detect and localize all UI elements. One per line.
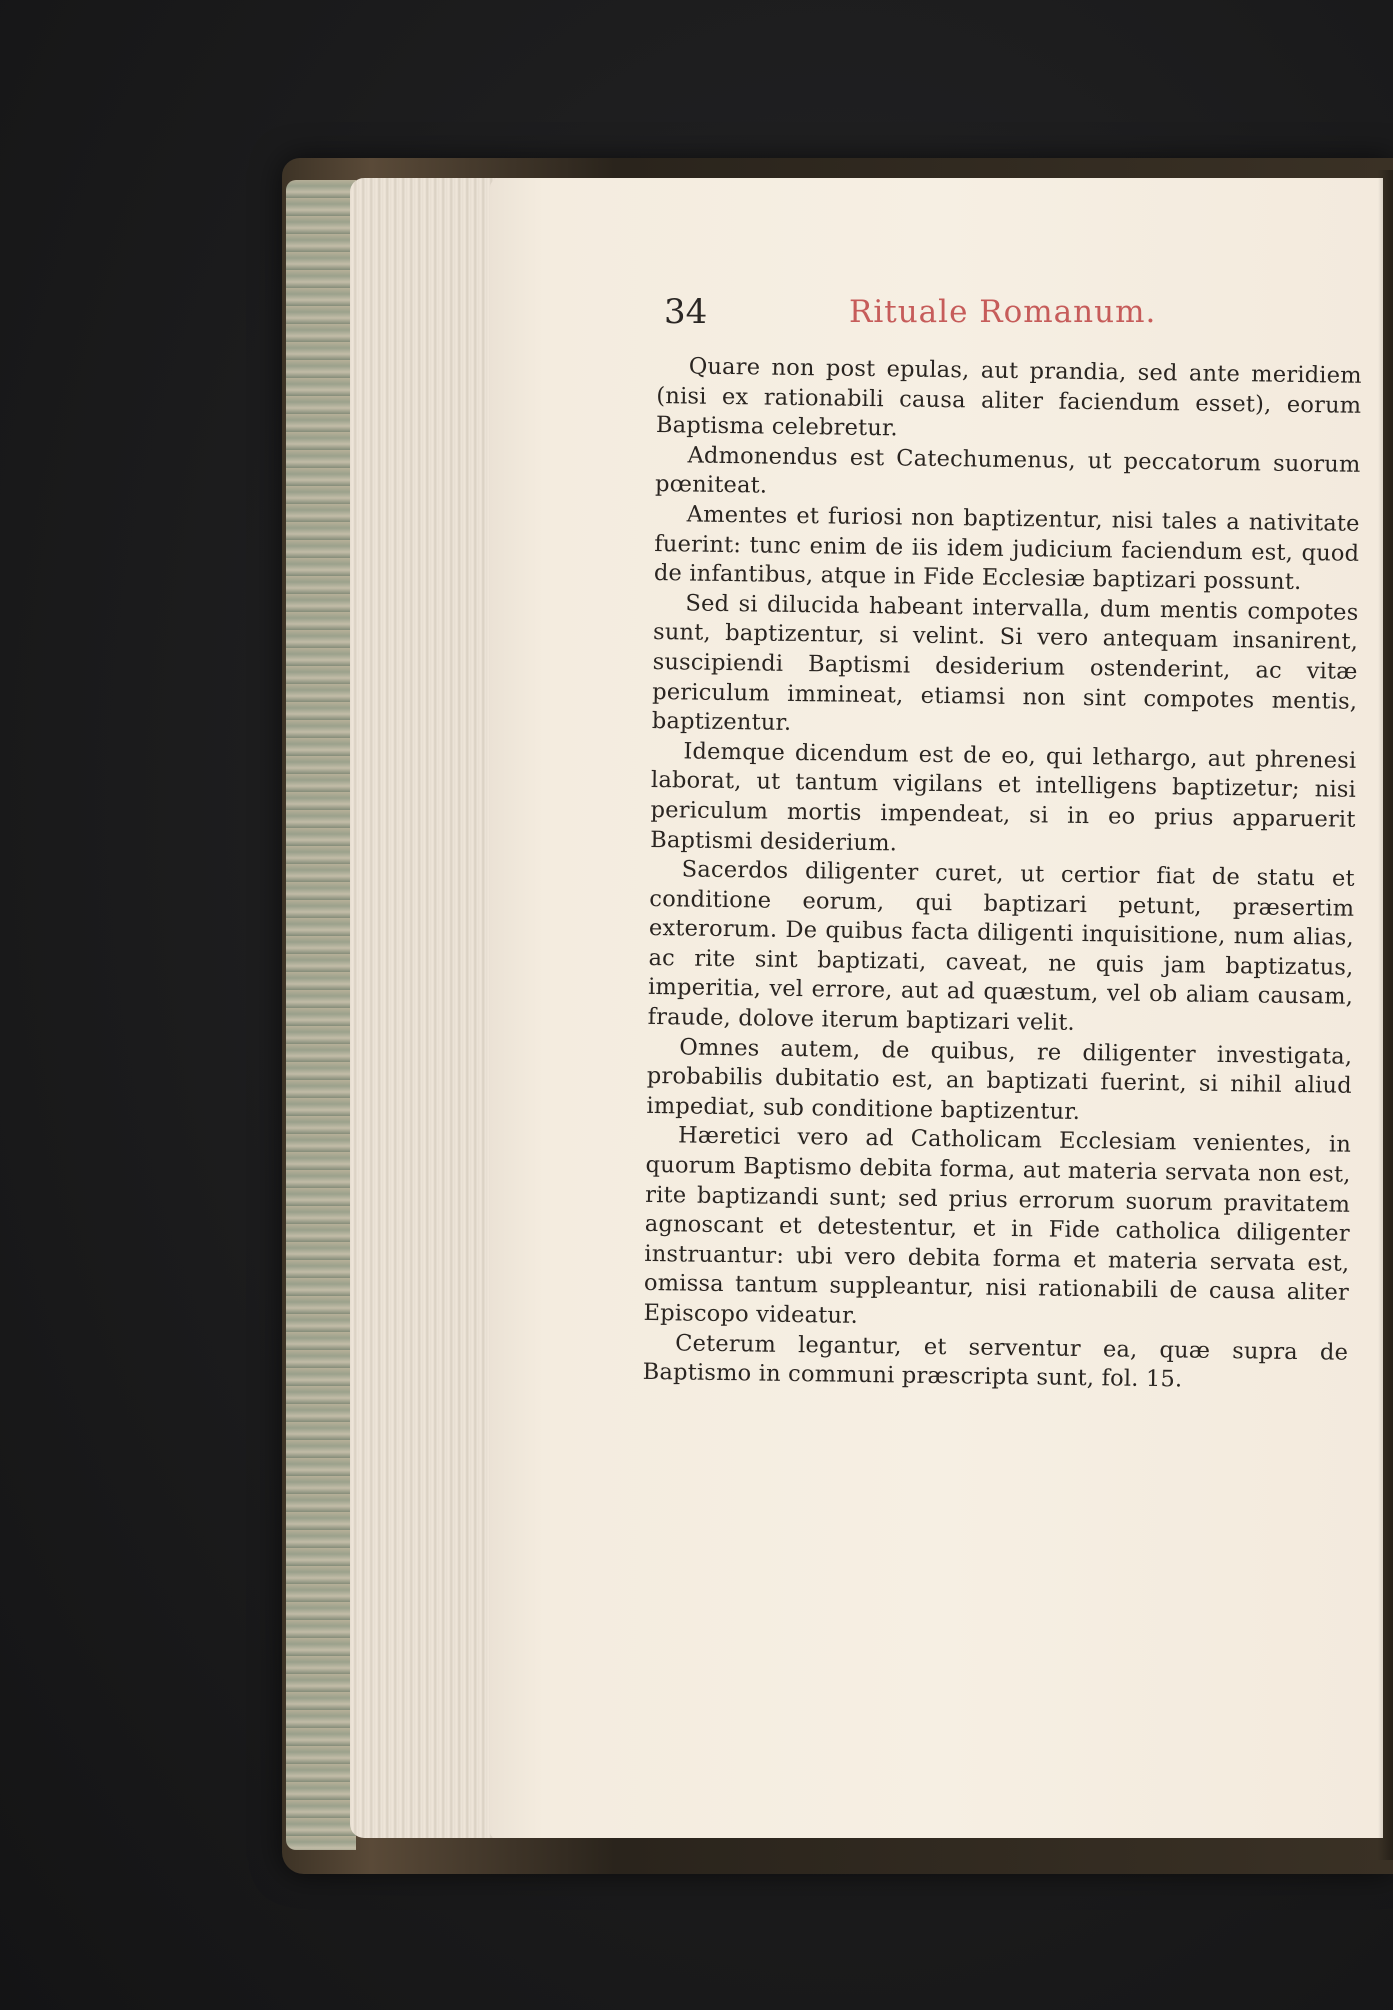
- paragraph: Amentes et furiosi non baptizentur, nisi tales a nativitate fuerint: tunc enim de iis idem judicium faciendum est, quod de infantibus, atque in Fide Ecclesiæ baptizari possunt.: [653, 501, 1360, 596]
- paragraph: Idemque dicendum est de eo, qui lethargo, aut phrenesi laborat, ut tantum vigilans et intelligens baptizetur; nisi periculum mortis impendeat, si in eo prius apparuerit Baptismi desiderium.: [650, 738, 1357, 856]
- page-shadow: [1378, 170, 1393, 1860]
- page-stack: [350, 178, 500, 1838]
- paragraph: Sacerdos diligenter curet, ut certior fiat de statu et conditione eorum, qui baptizari petunt, præsertim exterorum. De quibus facta diligenti inquisitione, num alias, ac rite sint baptizati, caveat, ne quis jam baptizatus, imperitia, vel errore, aut ad quæstum, vel ob aliam causam, fraude, dolove iterum baptizari velit.: [647, 856, 1355, 1036]
- book-edge-marbling: [286, 180, 356, 1850]
- page-number: 34: [664, 292, 708, 332]
- running-title: Rituale Romanum.: [849, 294, 1157, 330]
- paragraph: Omnes autem, de quibus, re diligenter investigata, probabilis dubitatio est, an baptizati fuerint, si nihil aliud impediat, sub conditione baptizentur.: [646, 1034, 1353, 1125]
- body-text: [643, 352, 1362, 1398]
- paragraph: Hæretici vero ad Catholicam Ecclesiam venientes, in quorum Baptismo debita forma, aut materia servata non est, rite baptizandi sunt; sed prius errorum suorum pravitatem agnoscant et detestentur, et in Fide catholica diligenter instruantur: ubi vero debita forma et materia servata est, omissa tantum suppleantur, nisi rationabili de causa aliter Episcopo videatur.: [643, 1122, 1352, 1329]
- paragraph: Quare non post epulas, aut prandia, sed ante meridiem (nisi ex rationabili causa aliter faciendum esset), eorum Baptisma celebretur.: [655, 353, 1362, 442]
- paragraph: Sed si dilucida habeant intervalla, dum mentis compotes sunt, baptizentur, si velint. Si vero antequam insanirent, suscipiendi Baptismi desiderium ostenderint, ac vitæ periculum immineat, etiamsi non sint compotes mentis, baptizentur.: [651, 590, 1359, 737]
- page-header: [664, 288, 1314, 344]
- paragraph: Ceterum legantur, et serventur ea, quæ supra de Baptismo in communi præscripta sunt, fol. 15.: [642, 1329, 1349, 1393]
- paragraph: Admonendus est Catechumenus, ut peccatorum suorum pœniteat.: [654, 442, 1361, 499]
